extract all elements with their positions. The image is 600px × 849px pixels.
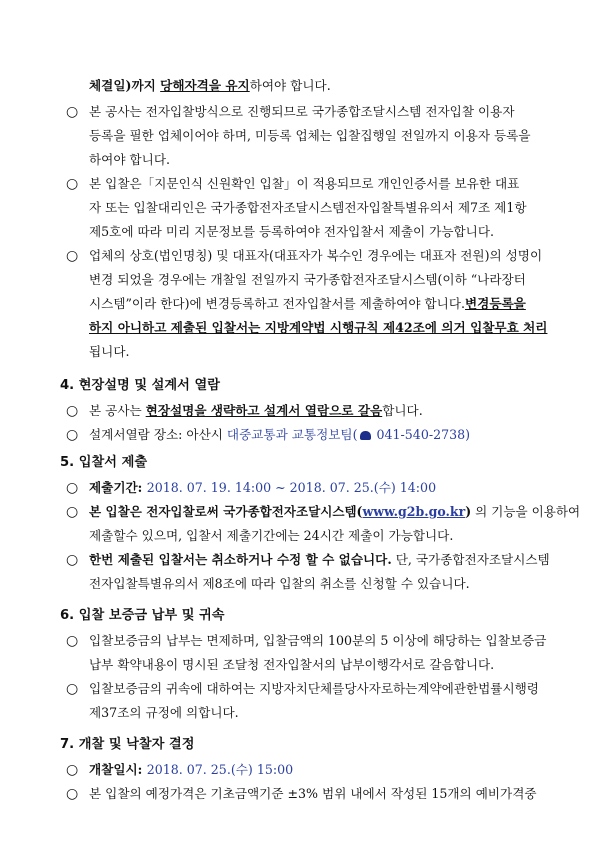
underlined-bold-text: 변경등록을 xyxy=(465,296,526,311)
text-line xyxy=(89,296,526,312)
text-line xyxy=(89,480,436,496)
section-heading: 7. 개찰 및 낙찰자 결정 xyxy=(60,737,195,752)
bullet-circle: ○ xyxy=(66,633,79,649)
text-line xyxy=(89,504,580,520)
text-line xyxy=(89,762,293,778)
text-span: 본 공사는 xyxy=(89,403,146,418)
bullet-circle: ○ xyxy=(66,762,79,778)
bullet-circle: ○ xyxy=(66,786,79,802)
bullet-circle: ○ xyxy=(66,504,79,520)
text-span: 설계서열람 장소: 아산시 xyxy=(89,427,227,442)
contact-department: 대중교통과 교통정보팀( xyxy=(226,427,358,442)
text-line: 하여야 합니다. xyxy=(89,152,170,167)
text-span: 단, 국가종합전자조달시스템 xyxy=(391,552,550,567)
underlined-bold-text: 당해자격을 유지 xyxy=(160,78,250,93)
text-line xyxy=(89,78,331,94)
text-span: 하여야 합니다. xyxy=(249,78,331,93)
text-line: 제5호에 따라 미리 지문정보를 등록하여야 전자입찰서 제출이 가능합니다. xyxy=(89,224,495,239)
opening-datetime: 2018. 07. 25.(수) 15:00 xyxy=(146,762,294,777)
bullet-circle: ○ xyxy=(66,552,79,568)
telephone-icon xyxy=(360,431,371,440)
text-line xyxy=(89,427,470,443)
phone-number: 041-540-2738) xyxy=(372,427,471,442)
section-heading: 5. 입찰서 제출 xyxy=(60,455,148,470)
text-line xyxy=(89,552,550,568)
bullet-circle: ○ xyxy=(66,403,79,419)
bullet-circle: ○ xyxy=(66,480,79,496)
text-line: 본 입찰은「지문인식 신원확인 입찰」이 적용되므로 개인인증서를 보유한 대표 xyxy=(89,176,520,191)
section-heading: 6. 입찰 보증금 납부 및 귀속 xyxy=(60,608,225,623)
text-line: 됩니다. xyxy=(89,344,130,359)
text-line: 본 입찰의 예정가격은 기초금액기준 ±3% 범위 내에서 작성된 15개의 예비가격중 xyxy=(89,786,537,801)
text-line: 납부 확약내용이 명시된 조달청 전자입찰서의 납부이행각서로 갈음합니다. xyxy=(89,657,495,672)
bold-text: ) xyxy=(465,504,472,519)
bullet-circle: ○ xyxy=(66,427,79,443)
text-line: 등록을 필한 업체이어야 하며, 미등록 업체는 입찰집행일 전일까지 이용자 등록을 xyxy=(89,128,531,143)
bold-text: 체결일)까지 xyxy=(89,78,161,93)
text-line: 제37조의 규정에 의합니다. xyxy=(89,705,239,720)
text-line: 입찰보증금의 납부는 면제하며, 입찰금액의 100분의 5 이상에 해당하는 입찰보증금 xyxy=(89,633,547,648)
text-line: 제출할수 있으며, 입찰서 제출기간에는 24시간 제출이 가능합니다. xyxy=(89,528,454,543)
text-line: 전자입찰특별유의서 제8조에 따라 입찰의 취소를 신청할 수 있습니다. xyxy=(89,576,470,591)
bullet-circle: ○ xyxy=(66,104,79,120)
text-line: 본 공사는 전자입찰방식으로 진행되므로 국가종합조달시스템 전자입찰 이용자 xyxy=(89,104,515,119)
bullet-circle: ○ xyxy=(66,248,79,264)
submission-period: 2018. 07. 19. 14:00 ~ 2018. 07. 25.(수) 14:00 xyxy=(146,480,437,495)
text-line: 변경 되었을 경우에는 개찰일 전일까지 국가종합전자조달시스템(이하 “나라장터 xyxy=(89,272,526,287)
underlined-bold-line: 하지 아니하고 제출된 입찰서는 지방계약법 시행규칙 제42조에 의거 입찰무효 처리 xyxy=(89,320,548,335)
bold-text: 본 입찰은 전자입찰로써 국가종합전자조달시스템( xyxy=(89,504,363,519)
bullet-circle: ○ xyxy=(66,176,79,192)
section-heading: 4. 현장설명 및 설계서 열람 xyxy=(60,378,220,393)
text-span: 시스템”이라 한다)에 변경등록하고 전자입찰서를 제출하여야 합니다. xyxy=(89,296,466,311)
text-line xyxy=(89,403,423,419)
bold-label: 제출기간: xyxy=(89,480,147,495)
text-span: 의 기능을 이용하여 xyxy=(471,504,581,519)
text-line: 입찰보증금의 귀속에 대하여는 지방자치단체를당사자로하는계약에관한법률시행령 xyxy=(89,681,539,696)
text-line: 업체의 상호(법인명칭) 및 대표자(대표자가 복수인 경우에는 대표자 전원)의 성명이 xyxy=(89,248,543,263)
bold-text: 한번 제출된 입찰서는 취소하거나 수정 할 수 없습니다. xyxy=(89,552,392,567)
text-line: 자 또는 입찰대리인은 국가종합전자조달시스템전자입찰특별유의서 제7조 제1항 xyxy=(89,200,527,215)
text-span: 합니다. xyxy=(382,403,423,418)
bold-label: 개찰일시: xyxy=(89,762,147,777)
g2b-link[interactable]: www.g2b.go.kr xyxy=(362,504,466,519)
bullet-circle: ○ xyxy=(66,681,79,697)
underlined-bold-text: 현장설명을 생략하고 설계서 열람으로 갈음 xyxy=(145,403,383,418)
